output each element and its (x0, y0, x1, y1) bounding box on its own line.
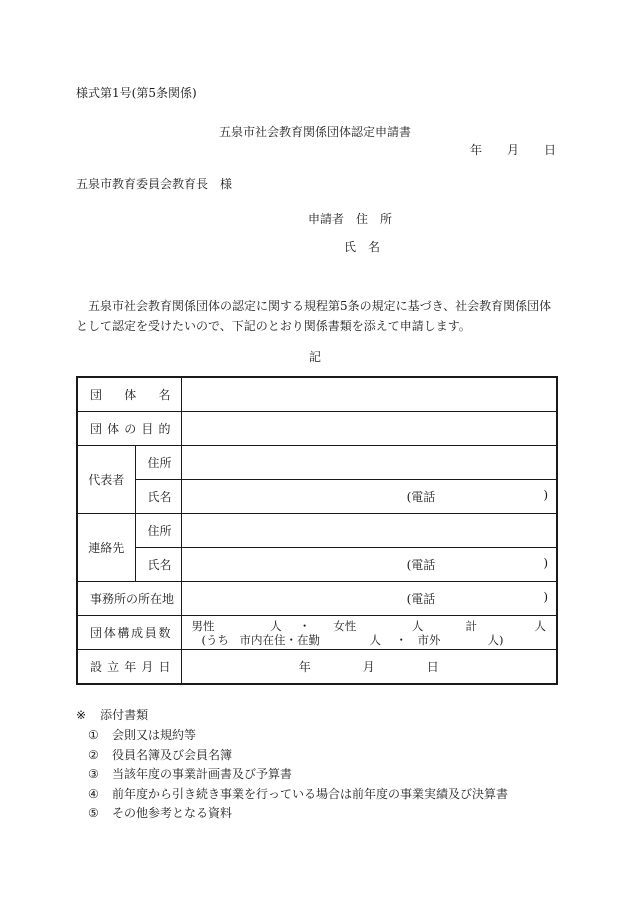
contact-phone-open: (電話 (406, 558, 436, 572)
document-title: 五泉市社会教育関係団体認定申請書 (218, 125, 411, 139)
members-row-1 (192, 619, 546, 633)
label-char: 氏 (147, 558, 160, 572)
total-label: 計 (465, 618, 478, 633)
female-unit: 人 (411, 618, 424, 633)
male-label: 男性 (191, 618, 215, 633)
members-field[interactable] (181, 616, 557, 650)
application-table (76, 376, 558, 685)
applicant-name-label: 氏 名 (344, 240, 381, 254)
row-group-name (77, 377, 557, 412)
female-label: 女性 (333, 618, 357, 633)
group-name-field[interactable] (181, 377, 557, 412)
date-year: 年 (470, 143, 483, 157)
label-char: 日 (158, 660, 171, 674)
founding-date-label (77, 650, 181, 685)
rep-phone-close: ) (543, 488, 548, 502)
label-char: の (124, 422, 137, 436)
form-number: 様式第1号(第5条関係) (76, 86, 197, 100)
attachment-item: ③ 当該年度の事業計画書及び予算書 (88, 767, 293, 782)
founding-day: 日 (426, 660, 439, 674)
row-representative-address (77, 446, 557, 480)
attachments-title: 添付書類 (100, 708, 149, 722)
rep-address-label (135, 446, 181, 480)
founding-date-text (78, 658, 181, 675)
label-char: 体 (124, 388, 137, 402)
local-unit: 人 (369, 632, 382, 647)
ki-heading: 記 (308, 350, 321, 364)
label-char: 氏 (147, 490, 160, 504)
members-label-text (78, 624, 181, 641)
contact-address-field[interactable] (181, 514, 557, 548)
male-unit: 人 (270, 618, 282, 633)
local-label: 市内在住・在勤 (239, 632, 321, 647)
outside-label: 市外 (417, 632, 441, 647)
label-char: 員 (144, 626, 157, 640)
total-unit: 人 (534, 618, 546, 633)
label-char: 名 (159, 558, 172, 572)
contact-phone-close: ) (543, 556, 548, 570)
label-char: 月 (141, 660, 154, 674)
attachment-item: ① 会則又は規約等 (88, 728, 197, 742)
label-char: 体 (103, 626, 116, 640)
rep-phone (182, 488, 556, 505)
office-location-label (77, 582, 181, 616)
contact-label: 連絡先 (77, 514, 135, 582)
members-breakdown (182, 617, 556, 649)
founding-date-field[interactable] (181, 650, 557, 685)
office-phone-close: ) (543, 590, 548, 604)
row2-separator: ・ (395, 632, 408, 647)
contact-address-label (135, 514, 181, 548)
founding-date-parts (182, 658, 556, 675)
founding-year: 年 (298, 660, 311, 674)
outside-unit: 人) (487, 632, 504, 647)
attachment-item: ② 役員名簿及び会員名簿 (88, 747, 233, 762)
label-char: 体 (107, 422, 120, 436)
office-phone (182, 590, 556, 607)
label-char: 成 (131, 626, 144, 640)
rep-name-label (135, 480, 181, 514)
group-purpose-label (77, 412, 181, 446)
date-line (470, 141, 556, 158)
attachment-item: ④ 前年度から引き続き事業を行っている場合は前年度の事業実績及び決算書 (88, 786, 509, 801)
rep-phone-open: (電話 (406, 490, 436, 504)
label-char: 団 (90, 388, 103, 402)
label-char: 所 (159, 524, 172, 538)
attachments-heading (76, 706, 148, 723)
contact-name-field[interactable] (181, 548, 557, 582)
label-char: 立 (107, 660, 120, 674)
attachment-item: ⑤ その他参考となる資料 (88, 806, 233, 821)
members-label (77, 616, 181, 650)
addressee: 五泉市教育委員会教育長 様 (76, 177, 233, 191)
group-name-text (78, 386, 181, 403)
office-phone-open: (電話 (406, 592, 436, 606)
group-name-label (77, 377, 181, 412)
attachments-mark: ※ (76, 708, 87, 722)
group-purpose-field[interactable] (181, 412, 557, 446)
label-char: 数 (158, 626, 171, 640)
members-row-2 (192, 633, 546, 647)
label-char: 団 (90, 626, 103, 640)
body-text: 五泉市社会教育関係団体の認定に関する規程第5条の規定に基づき、社会教育関係団体として認定を受けたいので、下記のとおり関係書類を添えて申請します。 (76, 299, 552, 333)
rep-address-field[interactable] (181, 446, 557, 480)
label-char: 名 (159, 490, 172, 504)
row-contact-address (77, 514, 557, 548)
group-purpose-text (78, 420, 181, 437)
attachments-list (88, 726, 508, 824)
contact-name-label (135, 548, 181, 582)
row1-separator: ・ (298, 618, 311, 633)
label-char: 構 (117, 626, 130, 640)
label-char: 住 (147, 456, 160, 470)
label-char: 住 (147, 524, 160, 538)
label-char: 的 (158, 422, 171, 436)
contact-phone (182, 556, 556, 573)
applicant-address-line (308, 210, 392, 227)
row-group-purpose (77, 412, 557, 446)
row-founding-date (77, 650, 557, 685)
office-location-field[interactable] (181, 582, 557, 616)
row-office-location (77, 582, 557, 616)
label-char: 団 (90, 422, 103, 436)
founding-month: 月 (362, 660, 375, 674)
applicant-address-label: 住 所 (356, 212, 393, 226)
label-char: 設 (90, 660, 103, 674)
applicant-name-line (344, 238, 380, 255)
label-char: 所 (159, 456, 172, 470)
row-members (77, 616, 557, 650)
applicant-label: 申請者 (308, 212, 345, 226)
representative-label: 代表者 (77, 446, 135, 514)
row-contact-name (77, 548, 557, 582)
rep-name-field[interactable] (181, 480, 557, 514)
date-month: 月 (506, 143, 519, 157)
date-day: 日 (543, 143, 556, 157)
of-which-label: (うち (201, 632, 230, 647)
label-char: 年 (124, 660, 137, 674)
office-location-text: 事務所の所在地 (90, 592, 175, 606)
label-char: 名 (158, 388, 171, 402)
label-char: 目 (141, 422, 154, 436)
row-representative-name (77, 480, 557, 514)
